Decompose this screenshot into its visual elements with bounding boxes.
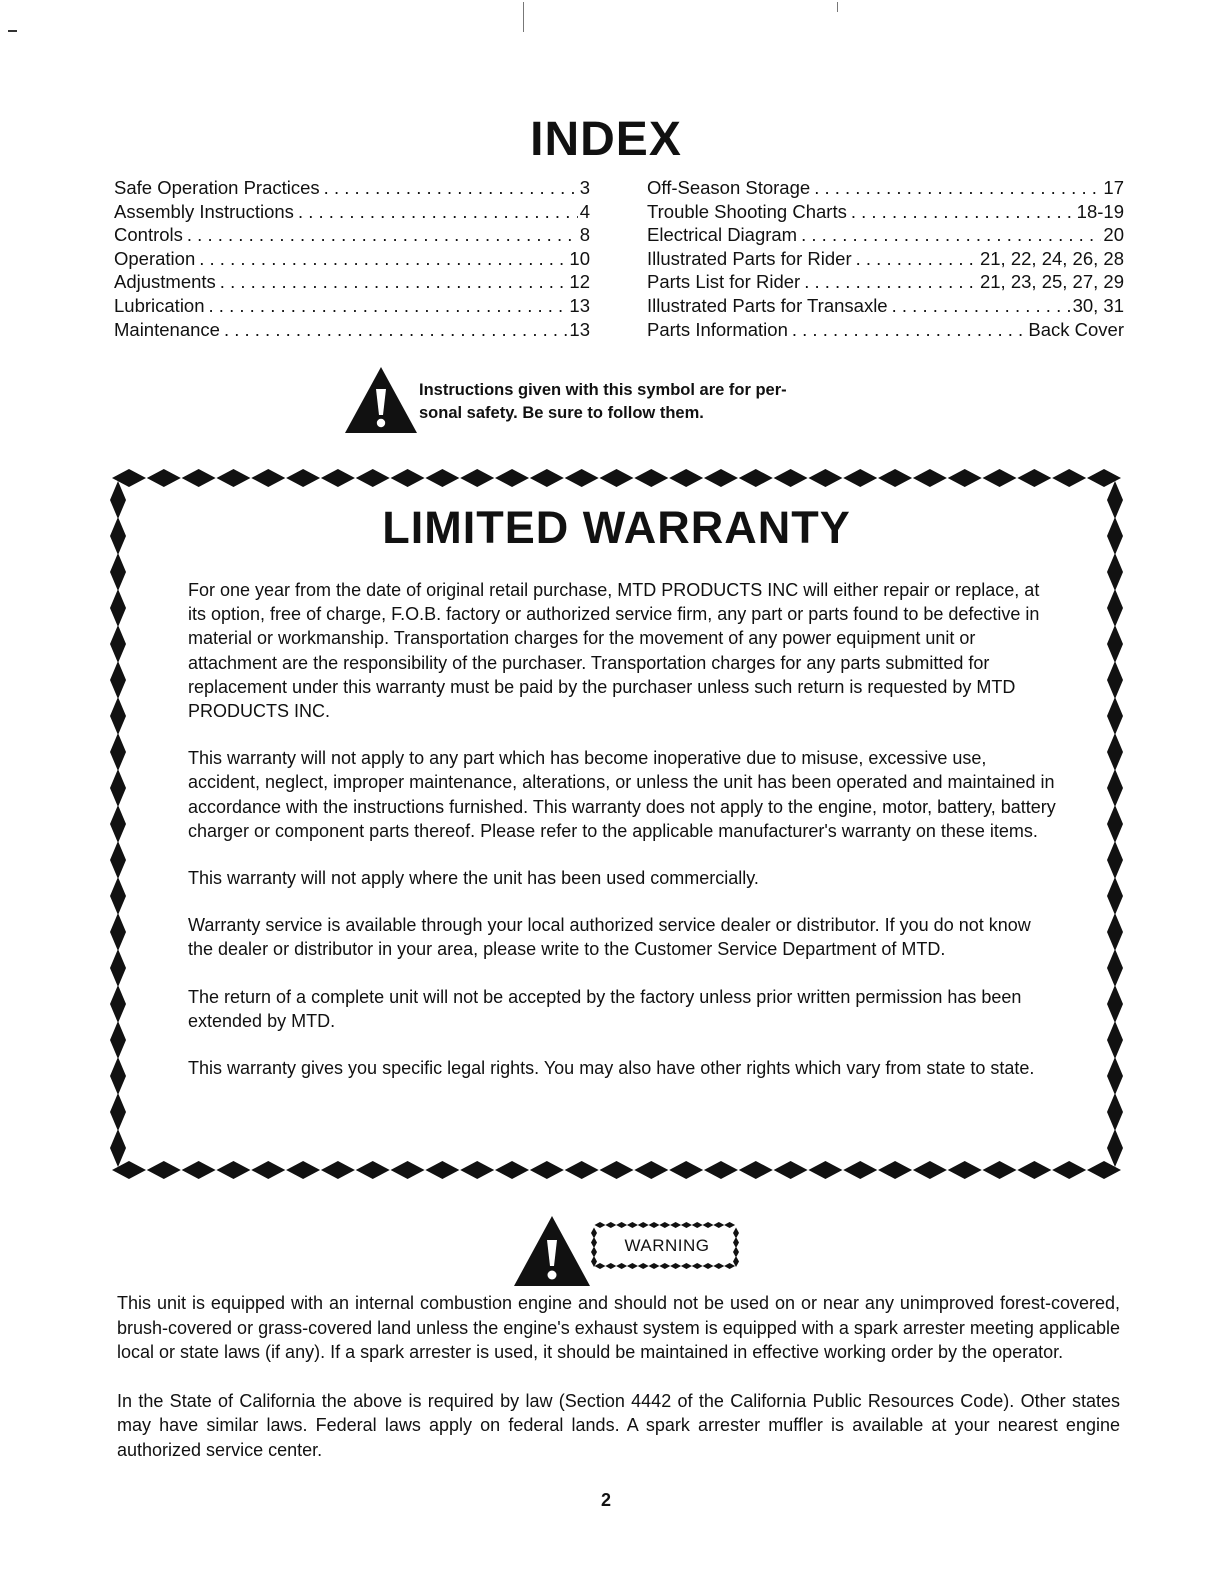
leader-dots (804, 270, 978, 294)
scan-mark (523, 2, 524, 32)
index-entry-label: Illustrated Parts for Rider (647, 247, 852, 269)
index-entry-page: 13 (569, 318, 590, 340)
warranty-paragraph: Warranty service is available through your local authorized service dealer or distributor. If you do not know the dealer or distributor in your area, please write to the Customer Service Department of MTD. (188, 915, 1031, 960)
leader-dots (209, 294, 568, 318)
index-entry (114, 270, 590, 294)
index-entry (647, 294, 1124, 318)
index-entry-label: Trouble Shooting Charts (647, 200, 847, 222)
safety-note-line: sonal safety. Be sure to follow them. (419, 404, 704, 422)
safety-note-text (419, 379, 909, 425)
index-entry (114, 247, 590, 271)
index-entry-label: Controls (114, 224, 183, 246)
index-entry (114, 223, 590, 247)
index-entry-label: Parts Information (647, 318, 788, 340)
leader-dots (814, 176, 1101, 200)
leader-dots (224, 318, 567, 342)
index-entry (647, 247, 1124, 271)
leader-dots (220, 270, 568, 294)
index-entry (647, 200, 1124, 224)
index-entry-page: 4 (579, 200, 590, 222)
index-entry (114, 200, 590, 224)
index-entry-label: Off-Season Storage (647, 177, 811, 198)
index-entry (647, 223, 1124, 247)
warranty-paragraph: This warranty will not apply to any part which has become inoperative due to misuse, excessive use, accident, neglect, improper maintenance, alterations, or unless the unit has been operated and maintained in accordance with the instructions furnished. This warranty does not apply to the engine, motor, battery, battery charger or component parts thereof. Please refer to the applicable manufacturer's warranty on these items. (188, 748, 1056, 841)
scan-mark (8, 30, 17, 32)
warranty-paragraph: For one year from the date of original retail purchase, MTD PRODUCTS INC will either repair or replace, at its option, free of charge, F.O.B. factory or authorized service firm, any part or parts found to be defective in material or workmanship. Transportation charges for the movement of any power equipment unit or attachment are the responsibility of the purchaser. Transportation charges for any parts submitted for replacement under this warranty must be paid by the purchaser unless such return is requested by MTD PRODUCTS INC. (188, 580, 1040, 722)
index-entry (647, 176, 1124, 200)
leader-dots (851, 200, 1075, 224)
safety-note-line: Instructions given with this symbol are for per- (419, 381, 787, 399)
index-entry-page: 30, 31 (1072, 294, 1124, 316)
warranty-title: LIMITED WARRANTY (382, 502, 851, 553)
index-entry-page: 10 (569, 247, 590, 269)
warranty-paragraph: The return of a complete unit will not be accepted by the factory unless prior written permission has been extended by MTD. (188, 986, 1022, 1031)
scan-mark (837, 2, 838, 12)
warning-paragraph: In the State of California the above is required by law (Section 4442 of the California Public Resources Code). Other states may have similar laws. Federal laws apply on federal lands. A spark arrester muffler is available at your nearest engine authorized service center. (117, 1390, 1120, 1460)
index-entry (647, 318, 1124, 342)
index-entry-page: 21, 23, 25, 27, 29 (979, 271, 1124, 293)
leader-dots (801, 223, 1101, 247)
leader-dots (792, 318, 1027, 342)
index-entry-label: Operation (114, 247, 196, 269)
index-entry-page: 12 (569, 271, 590, 293)
leader-dots (187, 223, 578, 247)
index-column-right (647, 176, 1124, 341)
index-column-left (114, 176, 590, 341)
warning-label: WARNING (624, 1236, 710, 1255)
leader-dots (856, 247, 978, 271)
warning-badge (510, 1214, 750, 1290)
index-title: INDEX (530, 113, 682, 166)
warning-triangle-icon (343, 365, 419, 435)
leader-dots (199, 247, 567, 271)
index-entry (114, 318, 590, 342)
index-entry-page: 21, 22, 24, 26, 28 (979, 247, 1124, 269)
index-entry-label: Lubrication (114, 294, 205, 316)
index-entry-label: Safe Operation Practices (114, 177, 320, 198)
index-entry (647, 270, 1124, 294)
leader-dots (892, 294, 1071, 318)
index-entry-page: Back Cover (1028, 318, 1124, 340)
index-entry (114, 176, 590, 200)
warning-body (117, 1291, 1120, 1486)
index-entry-label: Parts List for Rider (647, 271, 801, 293)
index-entry-page: 13 (569, 294, 590, 316)
warranty-body (188, 578, 1058, 1103)
index-entry-label: Maintenance (114, 318, 220, 340)
index-entry-label: Electrical Diagram (647, 224, 798, 246)
index-entry-page: 3 (579, 177, 590, 198)
index-entry-page: 17 (1103, 177, 1124, 198)
leader-dots (324, 176, 578, 200)
leader-dots (298, 200, 578, 224)
index-entry-label: Adjustments (114, 271, 216, 293)
index-entry-page: 20 (1103, 224, 1124, 246)
index-entry-page: 8 (579, 224, 590, 246)
index-entry-label: Illustrated Parts for Transaxle (647, 294, 888, 316)
page-number: 2 (600, 1490, 611, 1510)
warranty-paragraph: This warranty gives you specific legal rights. You may also have other rights which vary from state to state. (188, 1058, 1035, 1079)
index-entry (114, 294, 590, 318)
safety-note (343, 365, 903, 435)
limited-warranty-box (103, 460, 1130, 1188)
warranty-paragraph: This warranty will not apply where the unit has been used commercially. (188, 868, 759, 889)
index-entry-page: 18-19 (1076, 200, 1124, 222)
index-entry-label: Assembly Instructions (114, 200, 294, 222)
warning-paragraph: This unit is equipped with an internal combustion engine and should not be used on or near any unimproved forest-covered, brush-covered or grass-covered land unless the engine's exhaust system is equipped with a spark arrester meeting applicable local or state laws (if any). If a spark arrester is used, it should be maintained in effective working order by the operator. (117, 1293, 1120, 1362)
